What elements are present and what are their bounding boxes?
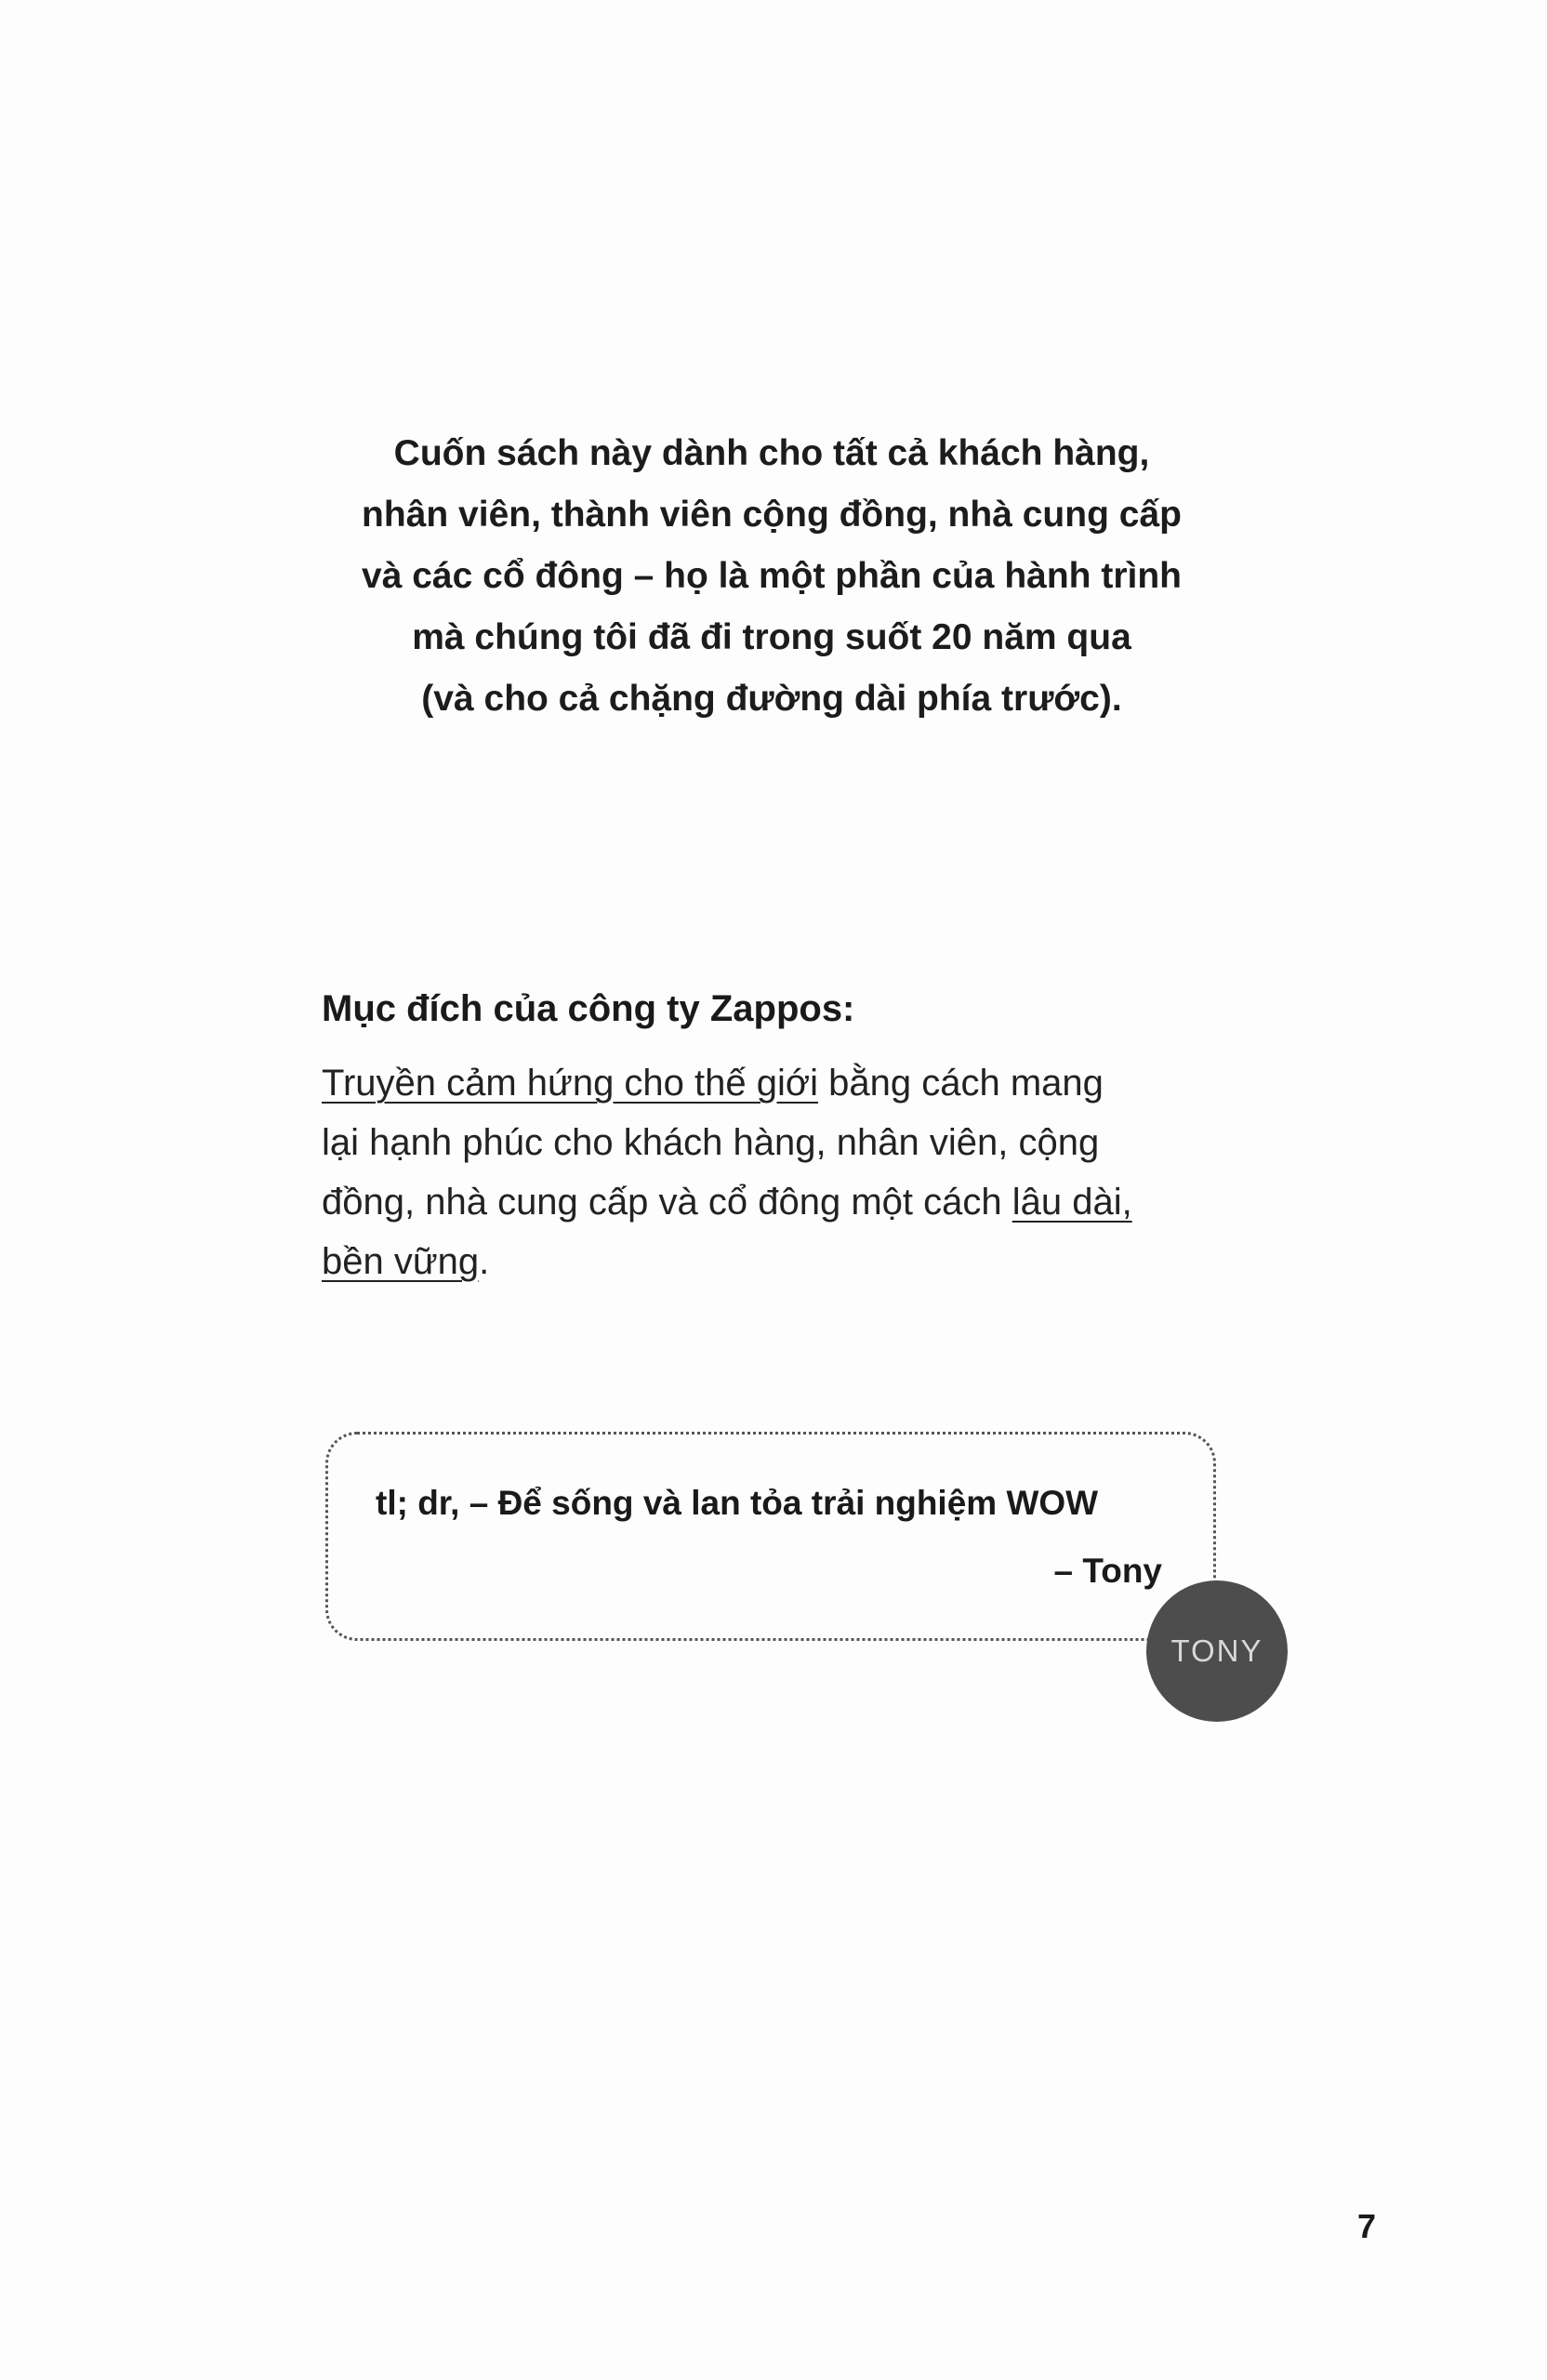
tony-badge-label: TONY: [1170, 1633, 1263, 1668]
tldr-signature: – Tony: [1053, 1552, 1162, 1590]
purpose-body: [322, 1053, 1251, 1291]
purpose-text: đồng, nhà cung cấp và cổ đông một cách: [322, 1182, 1012, 1223]
purpose-line: [322, 1172, 1251, 1232]
purpose-underlined-phrase: Truyền cảm hứng cho thế giới: [322, 1063, 819, 1104]
purpose-underlined-phrase: lâu dài,: [1012, 1182, 1132, 1223]
dedication-line: (và cho cả chặng đường dài phía trước).: [421, 679, 1122, 719]
page-number: 7: [1356, 2207, 1377, 2245]
tldr-box: [325, 1432, 1216, 1641]
dedication: [279, 423, 1264, 730]
purpose-line: [322, 1232, 1251, 1291]
tldr-text: tl; dr, – Để sống và lan tỏa trải nghiệm WOW: [376, 1484, 1099, 1522]
tony-badge: [1146, 1580, 1288, 1722]
dedication-line: và các cổ đông – họ là một phần của hành trình: [362, 556, 1182, 596]
purpose-text: bằng cách mang: [818, 1063, 1104, 1104]
dedication-line: Cuốn sách này dành cho tất cả khách hàng,: [393, 433, 1150, 473]
purpose-text: .: [479, 1241, 490, 1282]
purpose-line: lại hạnh phúc cho khách hàng, nhân viên, cộng: [322, 1122, 1100, 1163]
purpose-line: [322, 1053, 1251, 1113]
dedication-line: nhân viên, thành viên cộng đồng, nhà cung cấp: [362, 495, 1182, 535]
dedication-line: mà chúng tôi đã đi trong suốt 20 năm qua: [412, 617, 1131, 657]
purpose-title: Mục đích của công ty Zappos:: [322, 988, 855, 1029]
purpose-underlined-phrase: bền vững: [322, 1241, 480, 1282]
